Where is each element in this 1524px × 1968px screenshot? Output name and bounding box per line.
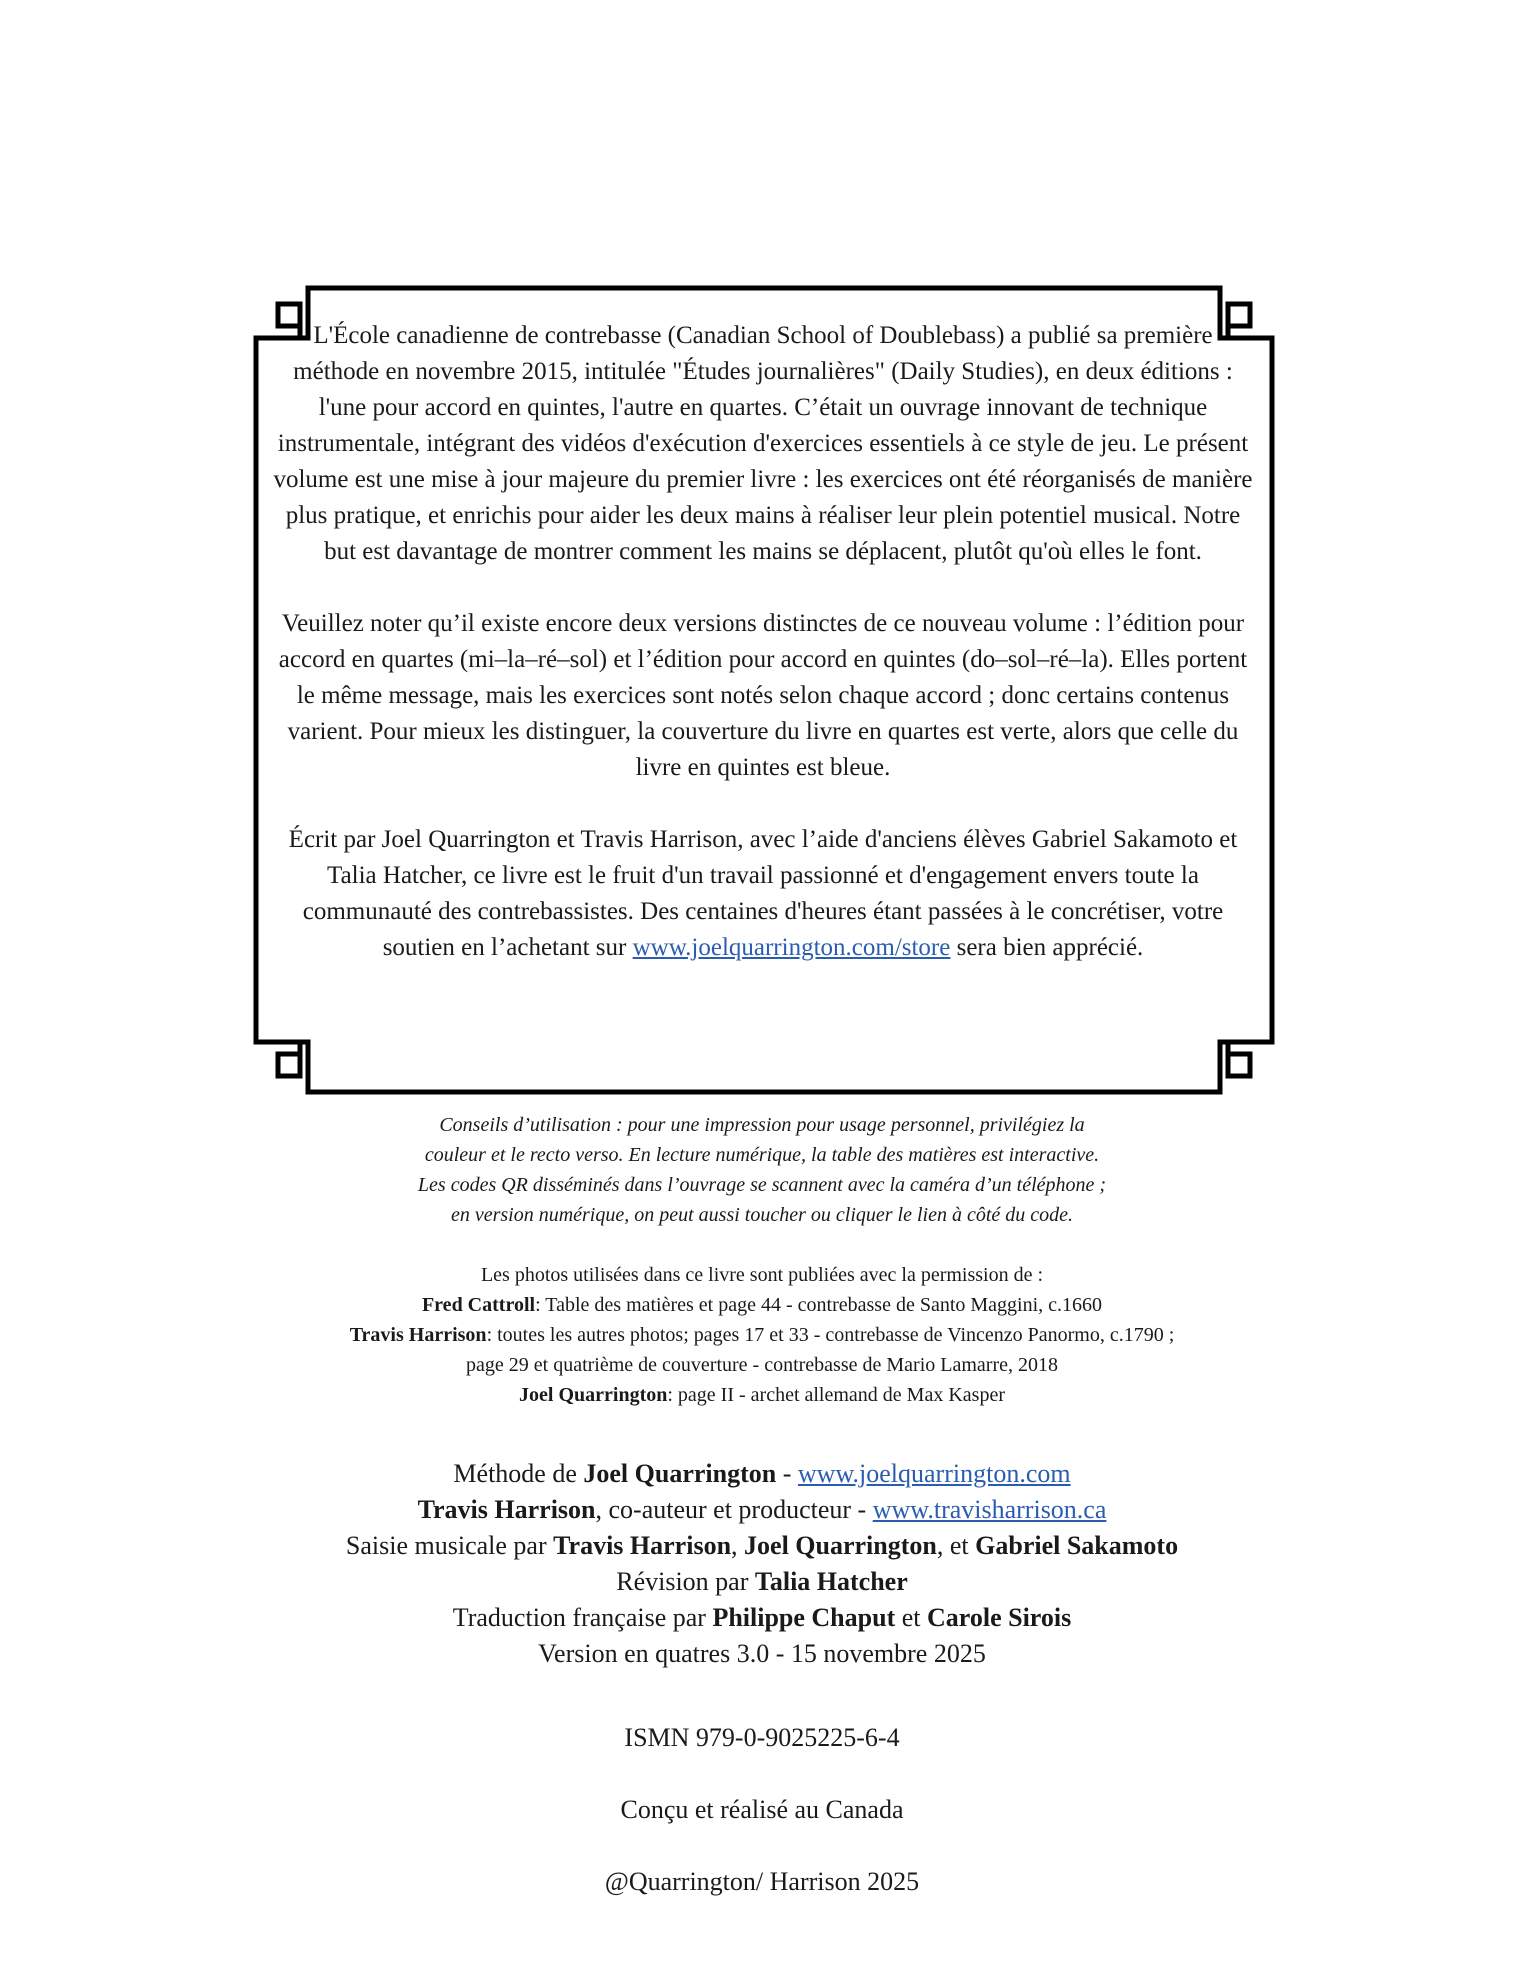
intro-paragraph-1: L'École canadienne de contrebasse (Canadian School of Doublebass) a publié sa première méthode en novembre 2015, intitulée "Études journalières" (Daily Studies), en deux éditions : l'une pour accord en quintes, l'autre en quartes. C’était un ouvrage innovant de technique instrumentale, intégrant des vidéos d'exécution d'exercices essentiels à ce style de jeu. Le présent volume est une mise à jour majeure du premier livre : les exercices ont été réorganisés de manière plus pratique, et enrichis pour aider les deux mains à réaliser leur plein potentiel musical. Notre but est davantage de montrer comment les mains se déplacent, plutôt qu'où elles le font. (273, 322, 1253, 565)
photo-credit-travis-2: page 29 et quatrième de couverture - contrebasse de Mario Lamarre, 2018 (466, 1354, 1058, 1376)
made-in-canada: Conçu et réalisé au Canada (620, 1795, 904, 1824)
credit-method (212, 1456, 1312, 1492)
credit-name: Travis Harrison (417, 1495, 596, 1524)
intro-text (268, 318, 1258, 966)
tips-line-1: Conseils d’utilisation : pour une impression pour usage personnel, privilégiez la (439, 1114, 1085, 1136)
photographer-name: Fred Cattroll (421, 1294, 536, 1316)
credit-separator: et (895, 1603, 927, 1632)
usage-tips (262, 1110, 1262, 1230)
tips-line-4: en version numérique, on peut aussi toucher ou cliquer le lien à côté du code. (450, 1204, 1074, 1226)
photo-credit-travis (212, 1320, 1312, 1350)
joelquarrington-link[interactable]: www.joelquarrington.com (797, 1459, 1071, 1488)
intro-p3-end: sera bien apprécié. (950, 934, 1144, 961)
travisharrison-link[interactable]: www.travisharrison.ca (872, 1495, 1107, 1524)
credit-label: Révision par (616, 1567, 755, 1596)
photographer-name: Joel Quarrington (519, 1384, 668, 1406)
credit-name: Talia Hatcher (754, 1567, 908, 1596)
credit-name: Gabriel Sakamoto (975, 1531, 1179, 1560)
tips-line-2: couleur et le recto verso. En lecture numérique, la table des matières est interactive. (424, 1144, 1100, 1166)
photo-credit-joel (212, 1380, 1312, 1410)
photos-intro: Les photos utilisées dans ce livre sont publiées avec la permission de : (480, 1264, 1044, 1286)
book-credits (212, 1456, 1312, 1672)
credit-name: Joel Quarrington (583, 1459, 777, 1488)
credit-revision (212, 1564, 1312, 1600)
credit-engraving (212, 1528, 1312, 1564)
credit-separator: , (731, 1531, 745, 1560)
credit-label: Traduction française par (452, 1603, 713, 1632)
tips-line-3: Les codes QR disséminés dans l’ouvrage se scannent avec la caméra d’un téléphone ; (417, 1174, 1107, 1196)
credit-separator: - (776, 1459, 798, 1488)
store-link[interactable]: www.joelquarrington.com/store (632, 934, 951, 961)
credit-name: Philippe Chaput (712, 1603, 896, 1632)
credit-label: , co-auteur et producteur - (595, 1495, 873, 1524)
photo-credit-fred (212, 1290, 1312, 1320)
credit-name: Travis Harrison (553, 1531, 732, 1560)
photographer-name: Travis Harrison (349, 1324, 487, 1346)
credit-name: Carole Sirois (927, 1603, 1072, 1632)
photo-credit-text: : page II - archet allemand de Max Kasper (667, 1384, 1005, 1406)
intro-paragraph-3 (268, 822, 1258, 966)
photo-credit-text: : toutes les autres photos; pages 17 et 33 - contrebasse de Vincenzo Panormo, c.1790 ; (486, 1324, 1175, 1346)
credit-name: Joel Quarrington (744, 1531, 937, 1560)
credit-label: Saisie musicale par (345, 1531, 554, 1560)
ismn: ISMN 979-0-9025225-6-4 (624, 1723, 900, 1752)
version-line: Version en quatres 3.0 - 15 novembre 2025 (538, 1639, 986, 1668)
copyright: @Quarrington/ Harrison 2025 (604, 1867, 920, 1896)
intro-p3-text: Écrit par Joel Quarrington et Travis Harrison, avec l’aide d'anciens élèves Gabriel Sakamoto et Talia Hatcher, ce livre est le fruit d'un travail passionné et d'engagement envers toute la communauté des contrebassistes. Des centaines d'heures étant passées à le concrétiser, votre soutien en l’achetant sur (288, 826, 1238, 961)
credit-translation (212, 1600, 1312, 1636)
photo-credit-text: : Table des matières et page 44 - contrebasse de Santo Maggini, c.1660 (535, 1294, 1103, 1316)
credit-coauthor (212, 1492, 1312, 1528)
intro-paragraph-2: Veuillez noter qu’il existe encore deux versions distinctes de ce nouveau volume : l’édition pour accord en quartes (mi–la–ré–sol) et l’édition pour accord en quintes (do–sol–ré–la). Elles portent le même message, mais les exercices sont notés selon chaque accord ; donc certains contenus varient. Pour mieux les distinguer, la couverture du livre en quartes est verte, alors que celle du livre en quintes est bleue. (278, 610, 1248, 781)
credit-label: Méthode de (453, 1459, 584, 1488)
credit-separator: , et (936, 1531, 976, 1560)
photo-credits (212, 1260, 1312, 1410)
